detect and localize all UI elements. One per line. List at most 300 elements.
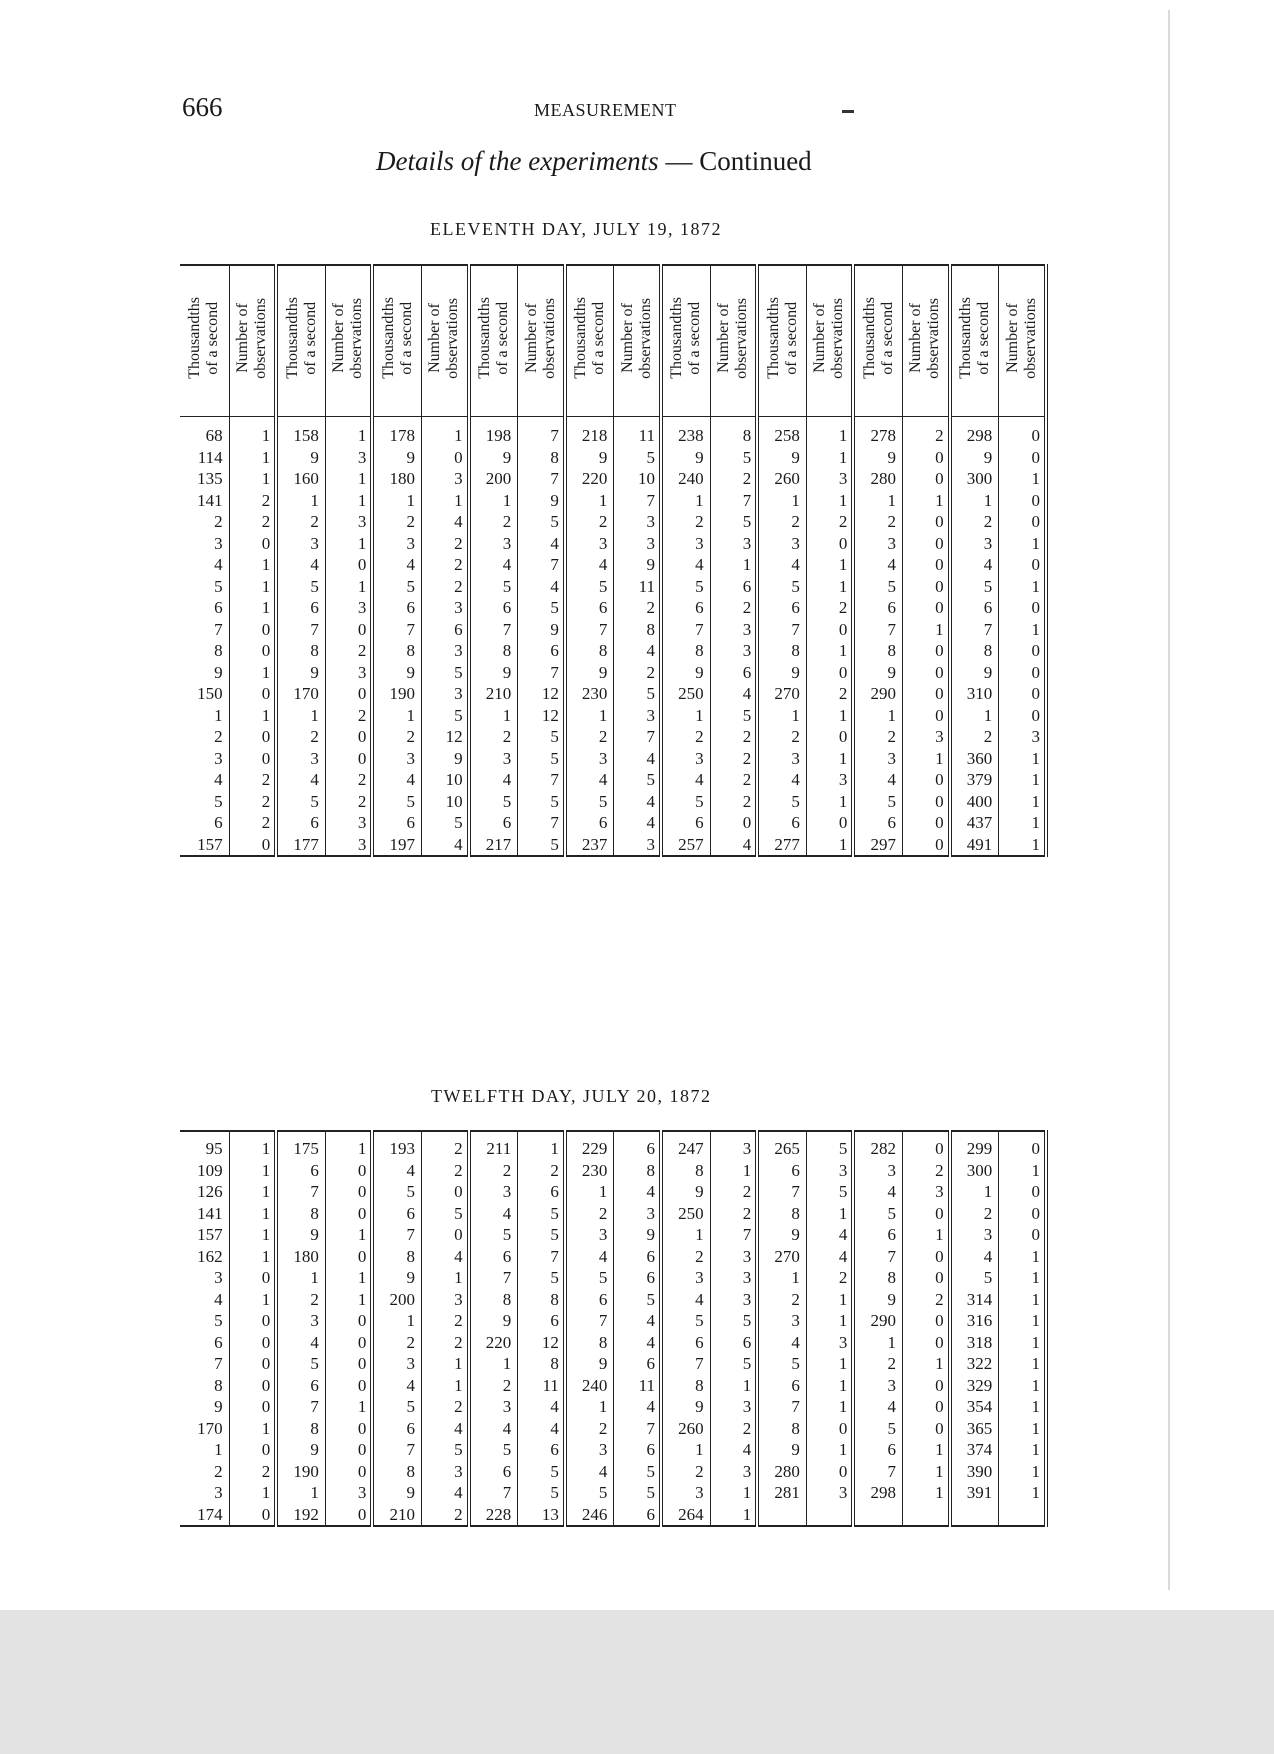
cell-observations: 7 bbox=[710, 1224, 757, 1246]
cell-thousandths: 4 bbox=[757, 769, 806, 791]
cell-thousandths: 2 bbox=[661, 726, 710, 748]
header-line-2: observations bbox=[348, 297, 366, 379]
cell-thousandths: 9 bbox=[661, 1181, 710, 1203]
cell-observations: 9 bbox=[518, 619, 565, 641]
running-head: MEASUREMENT bbox=[534, 100, 677, 120]
cell-thousandths: 3 bbox=[661, 1482, 710, 1504]
cell-observations: 1 bbox=[1031, 576, 1040, 596]
header-thousandths bbox=[276, 265, 325, 417]
cell-observations: 0 bbox=[903, 533, 950, 555]
cell-observations: 5 bbox=[710, 1310, 757, 1332]
cell-thousandths: 5 bbox=[853, 791, 902, 813]
cell-observations: 4 bbox=[614, 812, 661, 834]
cell-observations: 12 bbox=[518, 683, 565, 705]
cell-observations: 0 bbox=[1031, 490, 1040, 510]
header-line-1: Number of bbox=[618, 303, 636, 374]
cell-observations: 2 bbox=[422, 1131, 469, 1160]
cell-thousandths: 260 bbox=[661, 1418, 710, 1440]
cell-thousandths: 8 bbox=[950, 640, 999, 662]
cell-thousandths: 170 bbox=[276, 683, 325, 705]
cell-observations: 4 bbox=[518, 533, 565, 555]
cell-observations: 1 bbox=[1031, 1461, 1040, 1481]
header-line-1: Thousandths bbox=[764, 297, 782, 380]
eleventh-day-table bbox=[180, 264, 1048, 857]
cell-observations: 0 bbox=[325, 1181, 372, 1203]
cell-thousandths: 7 bbox=[180, 619, 229, 641]
cell-observations: 0 bbox=[229, 1375, 276, 1397]
cell-thousandths: 9 bbox=[565, 662, 614, 684]
cell-observations: 1 bbox=[229, 1160, 276, 1182]
cell-observations: 5 bbox=[614, 769, 661, 791]
cell-thousandths: 3 bbox=[853, 748, 902, 770]
cell-observations: 5 bbox=[710, 511, 757, 533]
cell-observations: 5 bbox=[422, 1439, 469, 1461]
cell-thousandths: 7 bbox=[180, 1353, 229, 1375]
cell-observations: 1 bbox=[229, 1181, 276, 1203]
cell-observations: 1 bbox=[1031, 1418, 1040, 1438]
cell-observations: 2 bbox=[710, 597, 757, 619]
cell-observations: 0 bbox=[806, 812, 853, 834]
cell-thousandths: 491 bbox=[950, 834, 999, 857]
cell-observations: 0 bbox=[325, 1160, 372, 1182]
cell-observations: 1 bbox=[806, 1289, 853, 1311]
cell-observations: 3 bbox=[710, 640, 757, 662]
cell-thousandths: 2 bbox=[276, 1289, 325, 1311]
cell-thousandths: 5 bbox=[372, 1396, 421, 1418]
cell-thousandths: 9 bbox=[757, 447, 806, 469]
cell-thousandths: 2 bbox=[950, 511, 999, 533]
cell-thousandths: 9 bbox=[853, 1289, 902, 1311]
cell-observations: 1 bbox=[1031, 1289, 1040, 1309]
cell-observations: 0 bbox=[325, 1310, 372, 1332]
header-label bbox=[380, 297, 416, 379]
cell-observations: 6 bbox=[518, 640, 565, 662]
cell-observations: 1 bbox=[229, 1224, 276, 1246]
cell-thousandths: 270 bbox=[757, 1246, 806, 1268]
header-label bbox=[619, 298, 655, 379]
cell-observations: 1 bbox=[1031, 533, 1040, 553]
cell-thousandths: 5 bbox=[853, 576, 902, 598]
cell-thousandths: 1 bbox=[757, 705, 806, 727]
cell-observations: 0 bbox=[903, 812, 950, 834]
cell-thousandths: 237 bbox=[565, 834, 614, 857]
cell-observations: 1 bbox=[1031, 1311, 1040, 1330]
header-observations bbox=[710, 265, 757, 417]
cell-thousandths: 8 bbox=[757, 1418, 806, 1440]
header-line-2: observations bbox=[251, 297, 269, 379]
cell-thousandths: 5 bbox=[372, 576, 421, 598]
cell-thousandths: 1 bbox=[853, 490, 902, 512]
cell-thousandths: 437 bbox=[950, 812, 999, 834]
cell-observations: 11 bbox=[614, 576, 661, 598]
cell-observations: 0 bbox=[1031, 447, 1040, 467]
cell-observations: 4 bbox=[614, 1332, 661, 1354]
cell-thousandths: 6 bbox=[565, 812, 614, 834]
header-observations bbox=[999, 265, 1046, 417]
table-row bbox=[180, 1131, 1046, 1160]
cell-thousandths: 240 bbox=[565, 1375, 614, 1397]
table-row bbox=[180, 1289, 1046, 1311]
header-label bbox=[330, 298, 366, 379]
cell-observations: 2 bbox=[806, 511, 853, 533]
header-thousandths bbox=[565, 265, 614, 417]
cell-thousandths: 238 bbox=[661, 417, 710, 447]
cell-thousandths: 365 bbox=[950, 1418, 999, 1440]
header-thousandths bbox=[661, 265, 710, 417]
cell-observations: 5 bbox=[614, 1482, 661, 1504]
cell-observations: 6 bbox=[422, 619, 469, 641]
cell-thousandths: 217 bbox=[469, 834, 518, 857]
cell-observations: 3 bbox=[614, 1203, 661, 1225]
cell-observations: 0 bbox=[903, 791, 950, 813]
cell-observations: 1 bbox=[325, 468, 372, 490]
cell-thousandths: 1 bbox=[661, 705, 710, 727]
cell-thousandths: 9 bbox=[853, 447, 902, 469]
cell-thousandths: 250 bbox=[661, 683, 710, 705]
cell-thousandths: 3 bbox=[853, 1375, 902, 1397]
header-thousandths bbox=[180, 265, 229, 417]
cell-thousandths: 4 bbox=[565, 769, 614, 791]
header-line-1: Thousandths bbox=[956, 297, 974, 380]
cell-observations: 1 bbox=[903, 1439, 950, 1461]
cell-observations: 2 bbox=[422, 1504, 469, 1527]
cell-thousandths: 6 bbox=[853, 597, 902, 619]
header-thousandths bbox=[950, 265, 999, 417]
header-line-2: of a second bbox=[686, 301, 704, 375]
cell-thousandths: 6 bbox=[757, 597, 806, 619]
cell-observations: 3 bbox=[614, 834, 661, 857]
cell-thousandths: 2 bbox=[661, 1461, 710, 1483]
cell-observations: 7 bbox=[614, 1418, 661, 1440]
cell-observations: 5 bbox=[422, 662, 469, 684]
cell-thousandths: 270 bbox=[757, 683, 806, 705]
cell-observations: 0 bbox=[229, 726, 276, 748]
cell-thousandths: 1 bbox=[950, 490, 999, 512]
header-line-1: Number of bbox=[233, 303, 251, 374]
cell-observations: 9 bbox=[614, 554, 661, 576]
cell-thousandths: 6 bbox=[276, 1375, 325, 1397]
cell-observations: 5 bbox=[806, 1181, 853, 1203]
cell-observations: 7 bbox=[614, 726, 661, 748]
table-row bbox=[180, 834, 1046, 857]
cell-thousandths: 290 bbox=[853, 683, 902, 705]
cell-observations: 1 bbox=[229, 597, 276, 619]
cell-thousandths: 2 bbox=[276, 726, 325, 748]
cell-observations: 5 bbox=[518, 1461, 565, 1483]
cell-observations: 5 bbox=[518, 1267, 565, 1289]
cell-thousandths: 7 bbox=[276, 619, 325, 641]
cell-observations: 0 bbox=[806, 533, 853, 555]
cell-observations: 6 bbox=[710, 576, 757, 598]
cell-thousandths: 4 bbox=[853, 1396, 902, 1418]
cell-thousandths: 2 bbox=[565, 511, 614, 533]
cell-observations: 1 bbox=[1031, 1268, 1040, 1287]
cell-thousandths: 5 bbox=[950, 576, 999, 598]
cell-thousandths: 9 bbox=[372, 1267, 421, 1289]
cell-thousandths: 9 bbox=[757, 1224, 806, 1246]
cell-observations: 2 bbox=[710, 468, 757, 490]
cell-observations: 3 bbox=[710, 1396, 757, 1418]
cell-thousandths: 3 bbox=[853, 1160, 902, 1182]
cell-observations: 1 bbox=[903, 490, 950, 512]
cell-observations: 0 bbox=[903, 554, 950, 576]
cell-observations: 2 bbox=[710, 748, 757, 770]
cell-thousandths: 3 bbox=[180, 1267, 229, 1289]
cell-observations: 2 bbox=[422, 1310, 469, 1332]
cell-observations: 1 bbox=[710, 1504, 757, 1527]
cell-observations: 3 bbox=[903, 1181, 950, 1203]
cell-observations: 1 bbox=[325, 533, 372, 555]
header-label bbox=[186, 297, 222, 379]
cell-observations: 3 bbox=[325, 447, 372, 469]
cell-observations: 0 bbox=[903, 511, 950, 533]
cell-observations: 1 bbox=[806, 705, 853, 727]
header-line-1: Number of bbox=[426, 303, 444, 374]
cell-thousandths: 5 bbox=[565, 1482, 614, 1504]
cell-thousandths: 3 bbox=[661, 1267, 710, 1289]
cell-thousandths: 95 bbox=[180, 1131, 229, 1160]
cell-observations: 4 bbox=[422, 834, 469, 857]
cell-thousandths: 1 bbox=[276, 1482, 325, 1504]
table-row bbox=[180, 812, 1046, 834]
cell-thousandths: 126 bbox=[180, 1181, 229, 1203]
cell-observations: 1 bbox=[325, 490, 372, 512]
cell-observations: 2 bbox=[806, 683, 853, 705]
cell-thousandths: 5 bbox=[565, 791, 614, 813]
cell-observations: 5 bbox=[518, 834, 565, 857]
cell-observations: 0 bbox=[325, 1203, 372, 1225]
cell-observations: 0 bbox=[903, 640, 950, 662]
cell-thousandths: 4 bbox=[372, 769, 421, 791]
cell-observations: 0 bbox=[1031, 512, 1040, 531]
table-row bbox=[180, 447, 1046, 469]
cell-thousandths: 5 bbox=[757, 791, 806, 813]
cell-thousandths: 1 bbox=[661, 1224, 710, 1246]
cell-observations: 1 bbox=[518, 1131, 565, 1160]
cell-observations: 4 bbox=[422, 1418, 469, 1440]
cell-observations: 1 bbox=[229, 576, 276, 598]
cell-observations: 1 bbox=[806, 834, 853, 857]
cell-thousandths: 9 bbox=[950, 447, 999, 469]
cell-observations: 5 bbox=[806, 1131, 853, 1160]
table-row bbox=[180, 597, 1046, 619]
cell-observations: 8 bbox=[518, 1353, 565, 1375]
cell-thousandths: 2 bbox=[469, 1375, 518, 1397]
table-row bbox=[180, 1310, 1046, 1332]
cell-thousandths: 1 bbox=[565, 490, 614, 512]
cell-thousandths: 4 bbox=[565, 554, 614, 576]
cell-thousandths: 193 bbox=[372, 1131, 421, 1160]
cell-observations: 2 bbox=[710, 1418, 757, 1440]
cell-thousandths: 4 bbox=[661, 769, 710, 791]
cell-thousandths: 5 bbox=[853, 1418, 902, 1440]
cell-thousandths: 5 bbox=[565, 576, 614, 598]
cell-thousandths: 4 bbox=[565, 1461, 614, 1483]
cell-observations: 1 bbox=[806, 576, 853, 598]
cell-thousandths: 6 bbox=[661, 1332, 710, 1354]
cell-thousandths: 220 bbox=[565, 468, 614, 490]
cell-thousandths: 6 bbox=[180, 597, 229, 619]
cell-thousandths: 282 bbox=[853, 1131, 902, 1160]
table-row bbox=[180, 511, 1046, 533]
cell-thousandths: 6 bbox=[661, 812, 710, 834]
cell-thousandths: 2 bbox=[950, 726, 999, 748]
cell-thousandths: 299 bbox=[950, 1131, 999, 1160]
cell-observations: 0 bbox=[229, 1396, 276, 1418]
cell-thousandths: 4 bbox=[661, 554, 710, 576]
cell-thousandths: 3 bbox=[950, 533, 999, 555]
cell-observations: 0 bbox=[325, 1461, 372, 1483]
cell-thousandths: 6 bbox=[853, 812, 902, 834]
cell-thousandths: 7 bbox=[469, 1267, 518, 1289]
header-line-2: of a second bbox=[301, 301, 319, 375]
cell-thousandths: 9 bbox=[661, 1396, 710, 1418]
cell-observations: 1 bbox=[422, 1375, 469, 1397]
cell-observations: 2 bbox=[806, 597, 853, 619]
cell-thousandths: 6 bbox=[276, 597, 325, 619]
cell-thousandths: 4 bbox=[180, 1289, 229, 1311]
cell-thousandths: 200 bbox=[372, 1289, 421, 1311]
cell-observations: 8 bbox=[518, 1289, 565, 1311]
cell-thousandths: 9 bbox=[757, 1439, 806, 1461]
cell-observations: 3 bbox=[710, 619, 757, 641]
cell-thousandths: 157 bbox=[180, 1224, 229, 1246]
cell-observations: 0 bbox=[710, 812, 757, 834]
cell-thousandths: 7 bbox=[372, 1224, 421, 1246]
cell-observations: 2 bbox=[710, 769, 757, 791]
cell-thousandths: 240 bbox=[661, 468, 710, 490]
cell-thousandths: 391 bbox=[950, 1482, 999, 1504]
cell-observations: 0 bbox=[903, 1246, 950, 1268]
cell-observations: 0 bbox=[422, 447, 469, 469]
cell-thousandths: 4 bbox=[853, 769, 902, 791]
cell-observations: 11 bbox=[614, 1375, 661, 1397]
cell-thousandths: 9 bbox=[469, 662, 518, 684]
cell-thousandths: 5 bbox=[276, 576, 325, 598]
cell-thousandths: 1 bbox=[757, 490, 806, 512]
table-row bbox=[180, 576, 1046, 598]
cell-observations: 5 bbox=[518, 748, 565, 770]
header-line-2: observations bbox=[732, 297, 750, 379]
cell-thousandths: 2 bbox=[180, 1461, 229, 1483]
cell-observations: 0 bbox=[325, 726, 372, 748]
cell-observations: 1 bbox=[1031, 469, 1040, 488]
cell-thousandths: 7 bbox=[853, 619, 902, 641]
cell-observations: 5 bbox=[518, 1482, 565, 1504]
cell-observations: 2 bbox=[422, 1396, 469, 1418]
cell-observations: 7 bbox=[518, 417, 565, 447]
cell-thousandths: 3 bbox=[469, 748, 518, 770]
cell-observations: 1 bbox=[903, 619, 950, 641]
cell-thousandths: 5 bbox=[372, 791, 421, 813]
cell-observations: 1 bbox=[903, 1353, 950, 1375]
table-row bbox=[180, 1224, 1046, 1246]
cell-thousandths: 2 bbox=[180, 726, 229, 748]
cell-observations: 3 bbox=[422, 468, 469, 490]
cell-thousandths: 229 bbox=[565, 1131, 614, 1160]
cell-observations: 2 bbox=[806, 1267, 853, 1289]
cell-thousandths: 9 bbox=[853, 662, 902, 684]
cell-thousandths: 3 bbox=[469, 1396, 518, 1418]
header-line-1: Number of bbox=[714, 303, 732, 374]
cell-observations: 1 bbox=[806, 640, 853, 662]
cell-observations: 2 bbox=[229, 769, 276, 791]
header-line-1: Thousandths bbox=[572, 297, 590, 380]
cell-thousandths: 2 bbox=[469, 511, 518, 533]
cell-thousandths: 1 bbox=[950, 705, 999, 727]
cell-thousandths: 1 bbox=[757, 1267, 806, 1289]
header-line-1: Thousandths bbox=[186, 297, 204, 380]
cell-thousandths: 5 bbox=[853, 1203, 902, 1225]
header-observations bbox=[229, 265, 276, 417]
table-row bbox=[180, 1418, 1046, 1440]
cell-thousandths: 8 bbox=[661, 1375, 710, 1397]
cell-thousandths: 210 bbox=[372, 1504, 421, 1527]
cell-thousandths: 5 bbox=[180, 1310, 229, 1332]
cell-observations: 8 bbox=[614, 1160, 661, 1182]
cell-observations: 0 bbox=[325, 1375, 372, 1397]
cell-observations: 1 bbox=[229, 705, 276, 727]
cell-thousandths: 3 bbox=[757, 533, 806, 555]
cell-observations: 0 bbox=[1031, 555, 1040, 574]
title-continued: — Continued bbox=[658, 146, 812, 176]
cell-thousandths: 6 bbox=[469, 1246, 518, 1268]
cell-observations: 1 bbox=[1031, 791, 1040, 811]
cell-observations bbox=[999, 1504, 1046, 1527]
cell-observations: 7 bbox=[518, 812, 565, 834]
cell-thousandths: 200 bbox=[469, 468, 518, 490]
cell-thousandths: 7 bbox=[276, 1396, 325, 1418]
cell-observations: 5 bbox=[614, 683, 661, 705]
cell-observations: 1 bbox=[229, 1418, 276, 1440]
cell-observations: 1 bbox=[806, 1396, 853, 1418]
cell-thousandths: 6 bbox=[565, 1289, 614, 1311]
cell-observations: 0 bbox=[903, 705, 950, 727]
table-row bbox=[180, 1160, 1046, 1182]
cell-observations: 0 bbox=[229, 1332, 276, 1354]
cell-thousandths: 329 bbox=[950, 1375, 999, 1397]
twelfth-day-table bbox=[180, 1130, 1048, 1527]
cell-observations: 6 bbox=[518, 1310, 565, 1332]
cell-thousandths: 8 bbox=[565, 640, 614, 662]
cell-thousandths: 174 bbox=[180, 1504, 229, 1527]
cell-thousandths: 4 bbox=[372, 1375, 421, 1397]
cell-observations: 2 bbox=[903, 1289, 950, 1311]
cell-thousandths: 8 bbox=[469, 1289, 518, 1311]
cell-thousandths: 5 bbox=[950, 1267, 999, 1289]
cell-thousandths: 4 bbox=[469, 554, 518, 576]
cell-observations: 3 bbox=[325, 662, 372, 684]
cell-thousandths: 3 bbox=[372, 748, 421, 770]
cell-observations: 3 bbox=[710, 1289, 757, 1311]
header-line-2: observations bbox=[925, 297, 943, 379]
cell-thousandths: 157 bbox=[180, 834, 229, 857]
cell-observations: 3 bbox=[806, 468, 853, 490]
table-row bbox=[180, 683, 1046, 705]
cell-thousandths: 178 bbox=[372, 417, 421, 447]
cell-thousandths: 5 bbox=[565, 1267, 614, 1289]
cell-thousandths: 230 bbox=[565, 1160, 614, 1182]
cell-thousandths: 190 bbox=[372, 683, 421, 705]
cell-thousandths: 2 bbox=[469, 726, 518, 748]
cell-observations: 1 bbox=[806, 1375, 853, 1397]
cell-thousandths: 4 bbox=[661, 1289, 710, 1311]
table-row bbox=[180, 662, 1046, 684]
cell-thousandths: 8 bbox=[469, 640, 518, 662]
table-row bbox=[180, 1439, 1046, 1461]
cell-thousandths: 211 bbox=[469, 1131, 518, 1160]
cell-thousandths: 2 bbox=[180, 511, 229, 533]
